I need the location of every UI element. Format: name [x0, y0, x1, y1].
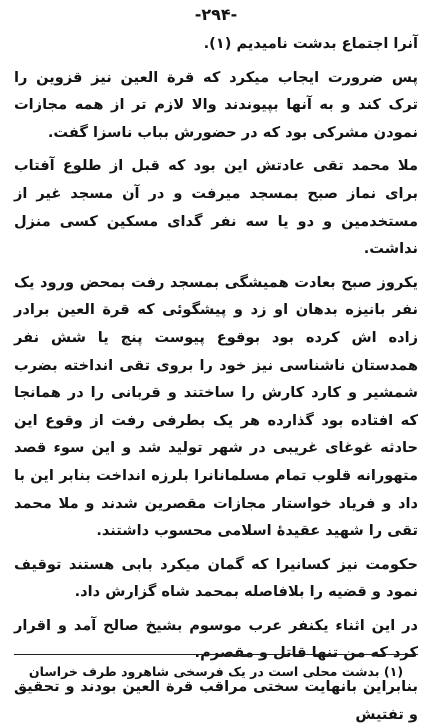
page-number: -۲۹۴-: [194, 5, 238, 24]
paragraph-2: پس ضرورت ایجاب میکرد که قرة العین نیز قزوین را ترک کند و به آنها بپیوندند والا لازم تر از همه مجازات نمودن مشرکی بود که در حضورش بباب ناسزا گفت.: [14, 68, 418, 141]
paragraph-4: یکروز صبح بعادت همیشگی بمسجد رفت بمحض ورود یک نفر بانیزه بدهان او زد و پیشگوئی که قرة العین برادر زاده اش کرده بود بوقوع پیوست پنج یا شش نفر همدستان ناشناسی نیز خود را بروی تقی انداخته بضرب شمشیر و کارد کارش را ساختند و قربانی را در همانجا که افتاده بود گذارده هر یک بطرفی رفت از وقوع این حادثه غوغای غریبی در شهر تولید شد و این سوء قصد متهورانه قلوب تمام مسلمانانرا بلرزه انداخت بنابر این با داد و فریاد خواستار مجازات مقصرین شدند و ملا محمد تقی را شهید عقیدهٔ اسلامی محسوب داشتند.: [14, 273, 418, 540]
body-text: [14, 30, 418, 728]
paragraph-1: آنرا اجتماع بدشت نامیدیم (۱).: [203, 35, 418, 52]
paragraph-7: بنابراین بانهایت سختی مراقب قرة العین بودند و تحقیق و تفتیش: [14, 678, 418, 723]
paragraph-3: ملا محمد تقی عادتش این بود که قبل از طلوع آفتاب برای نماز صبح بمسجد میرفت و در آن مسجد غیر از مستخدمین و دو یا سه نفر گدای مسکین کسی منزل نداشت.: [14, 157, 418, 258]
paragraph-6: در این اثناء یکنفر عرب موسوم بشیخ صالح آمد و اقرار کرد که من تنها قاتل و مقصرم.: [14, 616, 418, 662]
footnote: (۱) بدشت محلی است در یک فرسخی شاهرود طرف خراسان: [28, 664, 404, 679]
footnote-divider: [14, 654, 418, 655]
paragraph-5: حکومت نیز کسانیرا که گمان میکرد بابی هستند توقیف نمود و قضیه را بلافاصله بمحمد شاه گزارش داد.: [14, 555, 418, 601]
